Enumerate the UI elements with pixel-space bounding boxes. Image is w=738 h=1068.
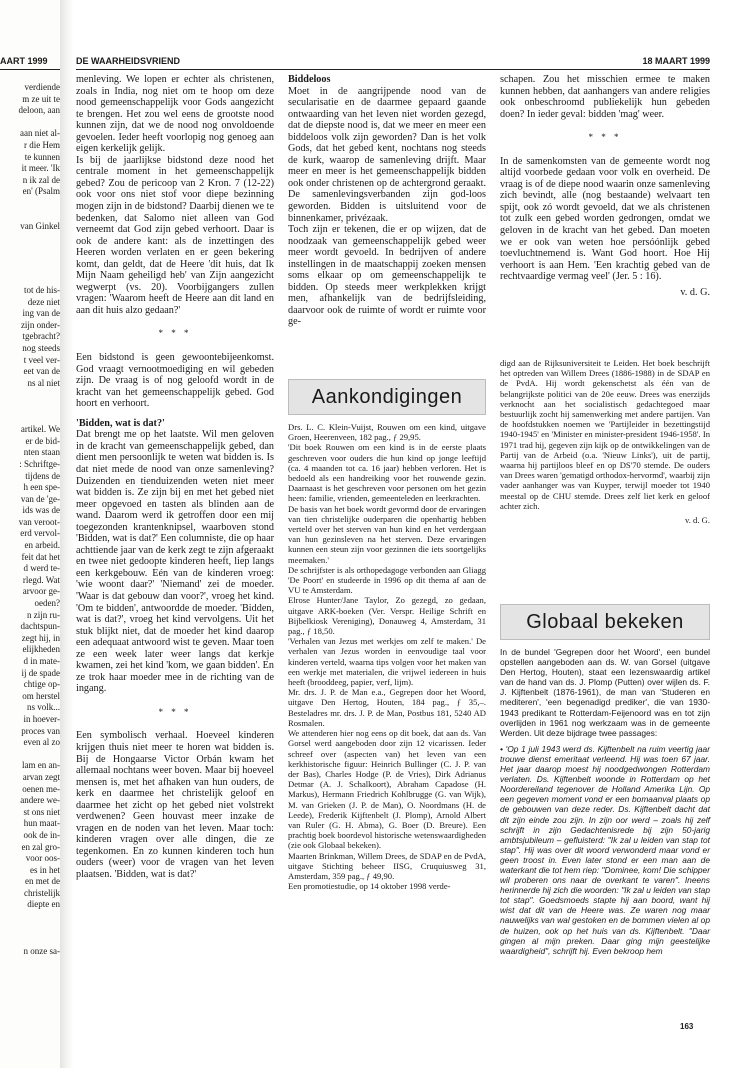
left-page-line: it meer. 'Ik [21, 163, 60, 174]
announcement-item: De schrijfster is als orthopedagoge verbonden aan Gliagg 'De Poort' en studeerde in 1996 op dit thema af aan de VU te Amsterdam. [288, 564, 486, 596]
left-page-line: van Ginkel [20, 221, 60, 232]
left-page-fragment-bottom [0, 285, 60, 957]
left-page-line: oenen me- [22, 783, 60, 794]
left-page-fragment-top [0, 82, 60, 233]
column-1 [76, 74, 274, 881]
paragraph: In de samenkomsten van de gemeente wordt nog altijd voorbede gedaan voor volk en overheid. De vraag is of de diepe nood waarin onze samenleving zich bevindt, alle (nog bestaande) welvaart ten spijt, ook zó wordt gevoeld, dat we als christenen tot zulk een gebed worden gedrongen, omdat we geloven in de kracht van het gebed. Dan moeten we er ook van weten hoe persóónlijk gebed toevluchtnemend is. Want God hoort. Hoe Hij verhoort is aan Hem. 'Een krachtig gebed van de rechtvaardige vermag veel' (Jer. 5 : 16). [500, 155, 710, 283]
section-divider: * * * [158, 328, 192, 339]
left-page-line: : Schriftge- [19, 458, 60, 469]
header-rule [76, 69, 710, 70]
left-page-line: oeden? [34, 598, 60, 609]
left-page-line: st ons niet [23, 806, 60, 817]
left-page-line: nog steeds [22, 342, 60, 353]
left-page-date: AART 1999 [0, 56, 48, 66]
section-divider: * * * [588, 132, 622, 143]
left-page-line: elijkheden [22, 644, 60, 655]
left-page-line: t veel ver- [23, 354, 60, 365]
left-page-line: verdiende [24, 82, 60, 92]
left-page-line: tgebracht? [22, 331, 60, 342]
left-page-line: dachtspun- [20, 621, 60, 632]
left-page-line: voor oos- [25, 853, 60, 864]
left-page-line: n zijn ru- [27, 609, 60, 620]
section-divider: * * * [158, 706, 192, 717]
left-page-line: er de bid- [25, 435, 60, 446]
globaal-bekeken-body [500, 647, 710, 956]
left-page-line: hun maat- [23, 818, 60, 829]
left-page-line: chtige op- [23, 679, 60, 690]
left-page-line: tijdens de [25, 470, 60, 481]
left-page-line [0, 923, 60, 935]
announcement-item: De basis van het boek wordt gevormd door de ervaringen van tien christelijke ouderparen die openhartig hebben verteld over het sterven van hun kind en het verdergaan van hun gezinsleven na het sterven. Deze ervaringen kunnen een steun zijn voor gezinnen die iets soortgelijks meemaken.' [288, 503, 486, 565]
left-page-line [0, 389, 60, 401]
left-page-line: feit dat het [21, 551, 60, 562]
left-page-line: arvoor ge- [22, 586, 60, 597]
left-page-line [0, 210, 60, 222]
left-page-line [0, 749, 60, 761]
left-page-line: en arbeid. [24, 540, 60, 551]
left-page-line: arvan zegt [22, 771, 60, 782]
left-page-line: ns al niet [27, 377, 60, 388]
left-page-line: h een spe- [23, 482, 60, 493]
column-3 [500, 74, 710, 298]
left-page-line: om herstel [22, 690, 60, 701]
announcement-item: Een promotiestudie, op 14 oktober 1998 verde- [288, 881, 451, 892]
left-page-line: nten staan [23, 447, 60, 458]
left-page-line: christelijk [24, 887, 60, 898]
left-page-line: proces van [21, 725, 60, 736]
left-page-line: ing van de [22, 308, 60, 319]
paragraph: Een symbolisch verhaal. Hoeveel kinderen krijgen thuis niet meer te horen wat bidden is. Bij de Hongaarse Victor Orbán kwam het allemaal nochtans weer boven. Maar bij hoeveel mensen is, met het afhaken van hun ouders, de kerk en daarmee het christelijk geloof en daarmee het zicht op het gebed niet volstrekt verdwenen? Geen houvast meer inzake de vragen en de noden van het leven. Maar toch: kinderen vragen over alle dingen, die ze tegenkomen. En zo kunnen kinderen toch hun ouders (weer) voor de vragen van het leven plaatsen. 'Bidden, wat is dat?' [76, 730, 274, 880]
left-page-line: ids was de [22, 505, 60, 516]
left-page-line: en zal gro- [21, 841, 60, 852]
left-page-line: andere we- [20, 795, 60, 806]
left-page-line [0, 413, 60, 425]
paragraph: schapen. Zou het misschien ermee te maken kunnen hebben, dat aanhangers van andere religies ook onbeschroomd publiekelijk hun gebeden doen? In ieder geval: bidden 'mag' weer. [500, 74, 710, 120]
left-page-line: ook de in- [23, 829, 60, 840]
announcement-item: 'Verhalen van Jezus met werkjes om zelf te maken.' De verhalen van Jezus worden in eenvoudige taal voor kinderen verteld, waarna tips volgen voor het maken van een werkje met materialen, die vrijwel iedereen in huis heeft (brooddeeg, papier, verf, lijm). [288, 636, 486, 688]
announcements-title: Aankondigingen [311, 385, 463, 408]
left-page-line: eet van de [23, 366, 60, 377]
left-page-line: d in mate- [23, 656, 60, 666]
paragraph: digd aan de Rijksuniversiteit te Leiden. Het boek beschrijft het optreden van Willem Drees (1886-1988) in de SDAP en de PvdA. Hij wordt gekenschetst als één van de belangrijkste politici van de 20e eeuw. Drees was enerzijds verknocht aan het socialistisch gedachtegoed maar bestuurlijk zocht hij samenwerking met andere partijen. Van de hoofdstukken noemen we 'Partijleider in bezettingstijd 1940-1945' en 'Minister en minister-president 1946-1958'. In 1971 trad hij, gegeven zijn kijk op de ontwikkelingen van de Partij van de Arbeid (o.a. 'Nieuw Links'), uit de partij, waarna hij partijloos bleef en op DS'70 stemde. De ouders van Drees waren 'gematigd orthodox-hervormd', waarbij zijn vader aanhanger was van Kuyper, terwijl moeder tot 1940 meestal op de CHU stemde. Drees zelf liet kerk en geloof achter zich. [500, 358, 710, 511]
left-page-strip [0, 0, 60, 1068]
announcements-header-box [288, 379, 486, 415]
left-page-line [0, 198, 60, 210]
paragraph: Een bidstond is geen gewoontebijeenkomst. God vraagt vernootmoediging en wil gebeden zijn. De vraag is of nog geloofd wordt in de kracht van het gemeenschappelijk gebed. God hoort en verhoort. [76, 352, 274, 410]
left-page-line: en met de [25, 876, 60, 887]
left-page-line [0, 117, 60, 129]
left-page-line: in hoever- [23, 713, 60, 724]
page-number: 163 [680, 1022, 694, 1031]
publication-title: DE WAARHEIDSVRIEND [76, 56, 181, 66]
left-page-line: van de 'ge- [20, 493, 60, 504]
book-gutter [60, 0, 74, 1068]
left-page-line [0, 934, 60, 946]
left-page-line: tot de his- [24, 285, 60, 295]
left-page-line: aan niet al- [20, 128, 60, 139]
left-page-line: rlegd. Wat [22, 574, 60, 585]
left-page-line: zegt hij, in [21, 632, 60, 643]
paragraph: In de bundel 'Gegrepen door het Woord', een bundel opstellen aangeboden aan ds. W. van Gorsel (uitgave Den Hertog, Houten), staat een lezenswaardig artikel van de hand van ds. J. Plomp (Putten) over wijlen ds. F. J. Kijftenbelt (1876-1961), de man van 'Studeren en mediteren', 'een begenadigd prediker', die van 1930-1943 predikant te Rotterdam-Feijenoord was en tot zijn overlijden in 1961 nog werkzaam was in de gemeente Werden. Uit deze bijdrage twee passages: [500, 647, 710, 738]
announcement-item: 'Dit boek Rouwen om een kind is in de eerste plaats geschreven voor ouders die hun kind op jonge leeftijd (ca. 4 maanden tot ca. 16 jaar) hebben verloren. Het is bedoeld als een handreiking voor het rouwende gezin. Daarnaast is het geschreven voor personen om het gezin heen: familie, vrienden, gemeenteleden en leerkrachten. [288, 442, 486, 504]
announcement-item: We attenderen hier nog eens op dit boek, dat aan ds. Van Gorsel werd aangeboden door zijn 12 vicarissen. Ieder schreef over (aspecten van) het leven van een kerkhistorische figuur: Heinrich Bullinger (C. J. P. van der Bas), Charles Hodge (P. de Vries), Dirk Adrianus Detmar (A. J. Schalkoort), Abraham Capadose (H. Markus), Hermann Friedrich Kohlbrugge (G. van Wijk), M. van Grieken (J. P. de Man), O. Noordmans (H. de Leede), Frederik Kijftenbelt (J. Plomp), Arnold Albert van Ruler (G. H. Abma), G. Boer (D. Breure). Een prachtig boek boordevol historische wetenswaardigheden (zie ook Globaal bekeken). [288, 728, 486, 851]
author-signature: v. d. G. [680, 286, 710, 298]
left-page-line: van veroot- [18, 516, 60, 527]
paragraph: Dat brengt me op het laatste. Wil men geloven in de kracht van gemeenschappelijk gebed, dan dient men persoonlijk te weten wat bidden is. Is dat niet mede de nood van onze samenleving? Duizenden en tienduizenden weten niet meer wat bidden is. Ze zijn bij en met het gebed niet meer opgevoed en tasten als blinden aan de wand. Daarom werd ik getroffen door een mij toegezonden krantenknipsel, waarboven stond 'Bidden, wat is dat?' Een columniste, die op haar achttiende jaar van de kerk zegt te zijn afgeraakt en twee niet gedoopte kinderen heeft, liep langs een kerkgebouw. Eén van de kinderen vroeg: 'wie woont daar?' 'Niemand' zei de moeder. 'Waar is dat gebouw dan voor?', vroeg het kind. 'Om te bidden', antwoordde de moeder. 'Bidden, wat is dat?', vroeg het kind vervolgens. Uit het stuk blijkt niet, dat de moeder het kind daarop een adequaat antwoord wist te geven. Maar toen ze een week later weer langs dat kerkje kwamen, zei het kind 'kom, we gaan bidden'. En ze trok haar moeder mee in de richting van de ingang. [76, 429, 274, 695]
left-page-line [0, 911, 60, 923]
paragraph: Is bij de jaarlijkse bidstond deze nood het centrale moment in het gemeenschappelijk gebed? Zou de pericoop van 2 Kron. 7 (12-22) ook voor ons niet stof voor diepe bezinning mogen zijn in de bidstond? Daarbij dienen we te bedenken, dat Salomo niet alleen van God verneemt dat God zijn gebed verhoort. Daar is ook de andere kant: als de inzettingen des Heeren worden verlaten en er geen bekering komt, dan geldt, dat de Heere 'dit huis, dat Ik Mijn Naam geheiligd heb' van Zijn aangezicht wegwerpt (vs. 20). Voorbijgangers zullen vragen: 'Waarom heeft de Heere aan dit land en aan dit huis alzo gedaan?' [76, 154, 274, 316]
announcements-list [288, 422, 486, 891]
left-page-line: zijn onder- [20, 319, 60, 330]
announcement-item: Maarten Brinkman, Willem Drees, de SDAP en de PvdA, uitgave Stichting beheer IISG, Cruquiusweg 31, Amsterdam, 359 pag., ƒ 49,90. [288, 850, 486, 881]
left-page-line: even al zo [23, 737, 60, 748]
paragraph: Moet in de aangrijpende nood van de secularisatie en de daarmee gepaard gaande ontwaarding van het leven niet worden gezegd, dat de diepste nood is, dat we meer en meer een biddeloos volk zijn geworden? Dan is het volk Gods, dat het gebed kent, nochtans nog steeds de kurk, waarop de samenleving drijft. Maar meer en meer is het gemeenschappelijk bidden ook onder christenen op de achtergrond geraakt. De samenlevingsverbanden zijn god-loos geworden. Bidden is uitsluitend voor de binnenkamer, privézaak. [288, 85, 486, 224]
section-heading: 'Bidden, wat is dat?' [76, 417, 165, 429]
left-page-line: ij de spade [21, 667, 60, 678]
left-page-line: lam en an- [22, 760, 60, 771]
left-page-line: en' (Psalm [22, 186, 60, 197]
announcement-item: Elrose Hunter/Jane Taylor, Zo gezegd, zo gedaan, uitgave ARK-boeken (Ver. Verspr. Heilige Schrift en Bijbelkiosk Vereniging), Donauweg 4, Amsterdam, 31 pag., ƒ 18,50. [288, 595, 486, 637]
announcement-item: Mr. drs. J. P. de Man e.a., Gegrepen door het Woord, uitgave Den Hertog, Houten, 184 pag., ƒ 35,–. Besteladres mr. drs. J. P. de Man, Postbus 181, 5240 AD Rosmalen. [288, 687, 486, 728]
left-page-line: artikel. We [20, 424, 60, 435]
left-page-line: r die Hem [24, 139, 60, 150]
paragraph: menleving. We lopen er echter als christenen, zoals in India, nog niet om te hoop om deze nood gemeenschappelijk voor Gods aangezicht te brengen. Het zou wel eens de grootste nood kunnen zijn, dat we de nood nog onvoldoende gevoelen. Ieder heeft voorlopig nog genoeg aan eigen kerkelijk gelijk. [76, 74, 274, 155]
left-page-line: es in het [30, 864, 60, 875]
issue-date: 18 MAART 1999 [642, 56, 710, 66]
left-page-line: te kunnen [24, 151, 60, 162]
globaal-bekeken-title: Globaal bekeken [526, 610, 684, 633]
section-heading: Biddeloos [288, 74, 331, 85]
left-page-line: erd vervol- [20, 528, 60, 539]
left-page-line: ns volk... [26, 702, 60, 713]
left-page-line: m ze uit te [22, 93, 60, 104]
left-page-line: d werd te- [23, 563, 60, 574]
left-page-line: diepte en [27, 899, 60, 910]
column-2 [288, 74, 486, 328]
left-page-line: deze niet [27, 296, 60, 307]
author-signature: v. d. G. [685, 515, 710, 526]
left-page-line: deloon, aan [18, 105, 60, 116]
left-page-line: n onze sa- [23, 945, 60, 956]
quote-paragraph: • 'Op 1 juli 1943 werd ds. Kijftenbelt na ruim veertig jaar trouwe dienst emeritaat verleend. Hij was toen 67 jaar. Het jaar daarop moest hij noodgedwongen Rotterdam verlaten. Ds. Kijftenbelt woonde in Rotterdam op het Noordereiland tegenover de Holland Amerika Lijn. Op een gegeven moment vond er een bomaanval plaats op de gebouwen van deze reder. Ds. Kijftenbelt dacht dat dit zijn einde zou zijn. In zijn oor werd – zoals hij zelf schrijft in zijn Gedachtenisrede bij zijn 50-jarig ambtsjubileum – gefluisterd: "Ik zal u leiden van stap tot stap". Hij was over dit woord verwonderd maar vond er geen troost in. Even later stond er een man aan de waterkant die tot hem riep: "Dominee, kom! Die schipper wil proberen ons naar de overkant te varen". Ineens herinnerde hij zich die woorden: "Ik zal u leiden van stap tot stap". Goedsmoeds stapte hij aan boord, want hij wist dat dit van de Heere was. Ze waren nog maar nauwelijks van wal gestoken en de bommen vielen al op de huizen, ook op het huis van ds. Kijftenbelt. "Daar gingen al mijn preken. Daar ging mijn geestelijke waardigheid", schrijft hij. Even bekroop hem [500, 743, 710, 956]
announcement-continuation [500, 358, 710, 525]
announcement-item: Drs. L. C. Klein-Vuijst, Rouwen om een kind, uitgave Groen, Heerenveen, 182 pag., ƒ 29,95. [288, 422, 486, 443]
left-page-line [0, 401, 60, 413]
left-page-rule [0, 69, 60, 70]
globaal-bekeken-header-box [500, 604, 710, 640]
paragraph: Toch zijn er tekenen, die er op wijzen, dat de noodzaak van gemeenschappelijk gebed weer meer wordt gevoeld. In bedrijven of andere instellingen in de maatschappij zoeken mensen soms elkaar op om gemeenschappelijk te bidden. Op steeds meer werkplekken krijgt men, afhankelijk van de bedrijfsleiding, daarvoor ook de ruimte of wordt er ruimte voor ge- [288, 224, 486, 328]
left-page-line: n ik zal de [22, 174, 60, 185]
